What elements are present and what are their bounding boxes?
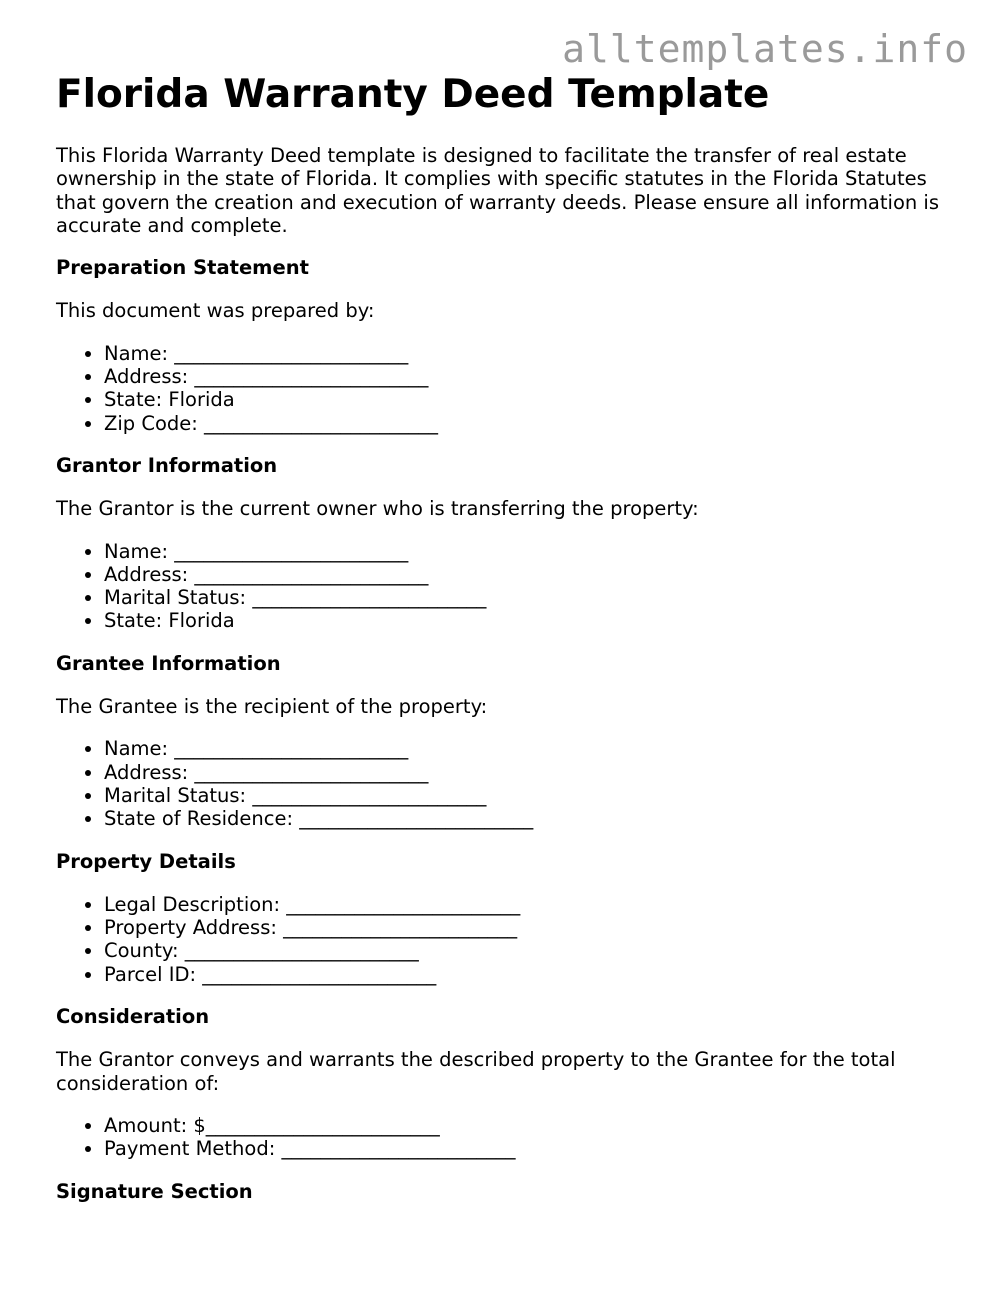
consideration-heading: Consideration: [56, 1005, 210, 1029]
list-item: • Payment Method: ________________________: [104, 1137, 956, 1160]
preparation-heading: Preparation Statement: [56, 256, 309, 280]
signature-heading: Signature Section: [56, 1179, 253, 1203]
list-item: • County: ________________________: [104, 939, 956, 962]
grantor-heading: Grantor Information: [56, 453, 278, 477]
page-title: Florida Warranty Deed Template: [56, 72, 770, 117]
preparation-list: [56, 342, 956, 435]
consideration-list: [56, 1114, 956, 1161]
grantor-list: [56, 540, 956, 633]
consideration-text: The Grantor conveys and warrants the described property to the Grantee for the total consideration of:: [56, 1048, 896, 1095]
list-item: • Name: ________________________: [104, 737, 956, 760]
list-item: • Zip Code: ________________________: [104, 412, 956, 435]
list-item: • Amount: $________________________: [104, 1114, 956, 1137]
list-item: • Legal Description: ________________________: [104, 893, 956, 916]
grantor-text: The Grantor is the current owner who is transferring the property:: [56, 497, 699, 521]
property-list: [56, 893, 956, 986]
intro-paragraph: This Florida Warranty Deed template is designed to facilitate the transfer of real estate ownership in the state of Florida. It complies with specific statutes in the Florida Statutes that govern the creation and execution of warranty deeds. Please ensure all information is accurate and complete.: [56, 144, 940, 237]
list-item: • Address: ________________________: [104, 365, 956, 388]
grantee-text: The Grantee is the recipient of the property:: [56, 695, 488, 719]
preparation-text: This document was prepared by:: [56, 299, 375, 323]
list-item: • Marital Status: ________________________: [104, 586, 956, 609]
list-item: • Parcel ID: ________________________: [104, 963, 956, 986]
list-item: • Address: ________________________: [104, 563, 956, 586]
list-item: • State: Florida: [104, 609, 956, 632]
property-heading: Property Details: [56, 849, 236, 873]
grantee-list: [56, 737, 956, 830]
list-item: • Property Address: ________________________: [104, 916, 956, 939]
grantee-heading: Grantee Information: [56, 651, 281, 675]
list-item: • State: Florida: [104, 388, 956, 411]
list-item: • State of Residence: ________________________: [104, 807, 956, 830]
list-item: • Marital Status: ________________________: [104, 784, 956, 807]
list-item: • Address: ________________________: [104, 761, 956, 784]
list-item: • Name: ________________________: [104, 342, 956, 365]
list-item: • Name: ________________________: [104, 540, 956, 563]
watermark: alltemplates.info: [562, 27, 968, 71]
document-page: [56, 72, 956, 1223]
